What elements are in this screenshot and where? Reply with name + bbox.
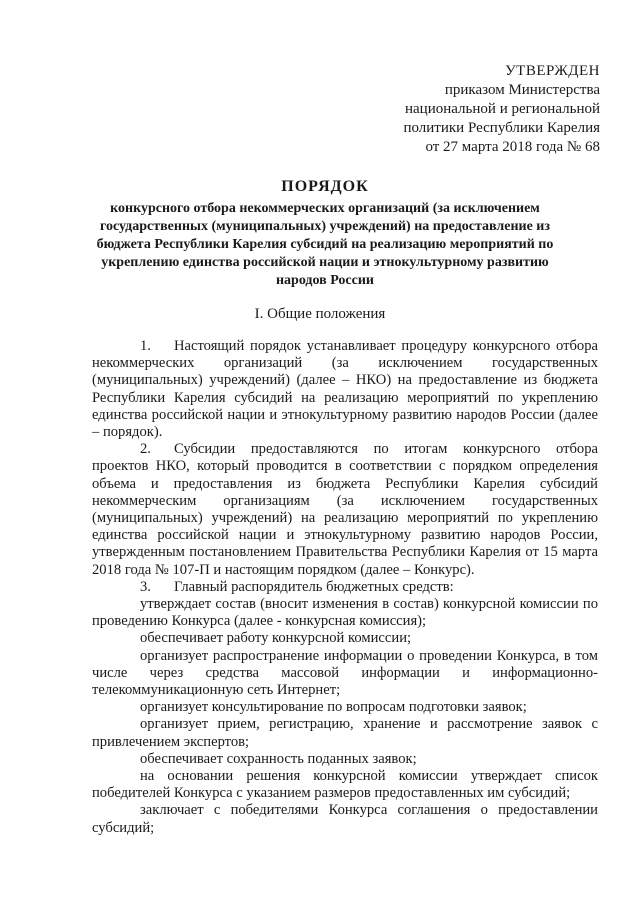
approval-line: национальной и региональной [405,101,600,117]
document-title-block [90,178,560,290]
paragraph-text: Настоящий порядок устанавливает процедуру конкурсного отбора некоммерческих организаций (за исключением государственных (муниципальных) учреждений) (далее – НКО) на предоставление из бюджета Республики Карелия субсидий на реализацию мероприятий по укреплению единства российской нации и этнокультурному развитию народов России (далее – порядок). [92,338,598,441]
paragraph-text: Главный распорядитель бюджетных средств: [174,578,454,595]
paragraph-1 [92,338,598,441]
list-item: утверждает состав (вносит изменения в состав) конкурсной комиссии по проведению Конкурса (далее - конкурсная комиссия); [92,596,598,630]
paragraph-number: 2. [140,441,151,458]
approval-stamp [403,62,600,157]
document-subtitle: конкурсного отбора некоммерческих организаций (за исключением государственных (муниципальных) учреждений) на предоставление из бюджета Республики Карелия субсидий на реализацию мероприятий по укреплению единства российской нации и этнокультурному развитию народов России [96,201,554,288]
list-item: заключает с победителями Конкурса соглашения о предоставлении субсидий; [92,802,598,836]
paragraph-2 [92,441,598,579]
paragraph-text: Субсидии предоставляются по итогам конкурсного отбора проектов НКО, который проводится в соответствии с порядком определения объема и предоставления из бюджета Республики Карелия субсидий некоммерческим организациям (за исключением государственных (муниципальных) учреждений) на реализацию мероприятий по укреплению единства российской нации и этнокультурному развитию народов России, утвержденным постановлением Правительства Республики Карелия от 15 марта 2018 года № 107-П и настоящим порядком (далее – Конкурс). [92,441,598,578]
list-item: обеспечивает сохранность поданных заявок; [140,750,417,767]
paragraph-3 [92,579,598,596]
section-heading: I. Общие положения [254,306,386,322]
paragraph-number: 1. [140,338,151,354]
approval-line: политики Республики Карелия [403,120,600,136]
list-item: на основании решения конкурсной комиссии утверждает список победителей Конкурса с указанием размеров предоставленных им субсидий; [92,768,598,802]
list-item: организует консультирование по вопросам подготовки заявок; [140,699,527,716]
document-body [92,338,598,837]
document-title: ПОРЯДОК [281,178,369,195]
list-item: организует прием, регистрацию, хранение и рассмотрение заявок с привлечением экспертов; [92,716,598,750]
approval-line: от 27 марта 2018 года № 68 [425,139,600,155]
list-item: организует распространение информации о проведении Конкурса, в том числе через средства массовой информации и информационно-телекоммуникационную сеть Интернет; [92,647,598,699]
approval-heading: УТВЕРЖДЕН [505,63,600,79]
list-item: обеспечивает работу конкурсной комиссии; [140,630,412,647]
approval-line: приказом Министерства [444,82,600,98]
paragraph-number: 3. [140,578,151,595]
